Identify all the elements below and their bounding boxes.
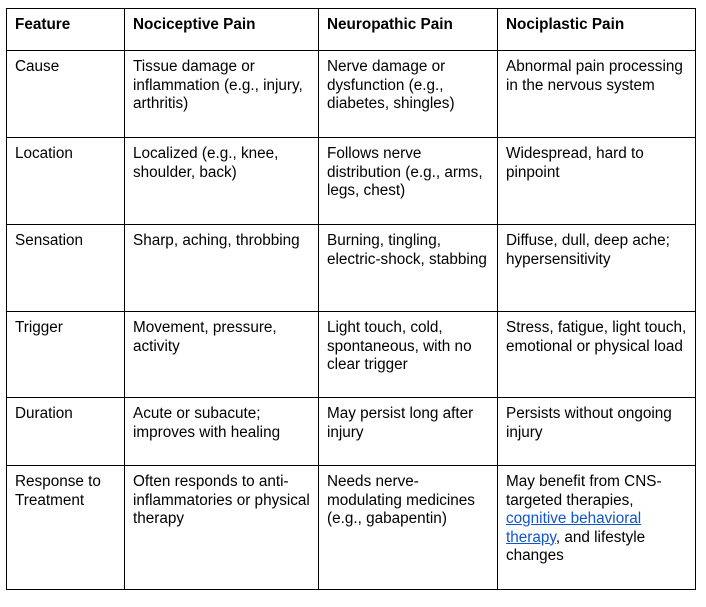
nociplastic-text-after: , and lifestyle changes	[506, 528, 646, 565]
feature-cell: Trigger	[7, 312, 125, 398]
feature-cell: Duration	[7, 398, 125, 466]
header-nociplastic: Nociplastic Pain	[498, 9, 696, 51]
neuropathic-cell: Nerve damage or dysfunction (e.g., diabetes, shingles)	[319, 51, 498, 138]
table-row	[7, 312, 696, 398]
nociceptive-cell: Localized (e.g., knee, shoulder, back)	[125, 138, 319, 225]
neuropathic-cell: Light touch, cold, spontaneous, with no clear trigger	[319, 312, 498, 398]
feature-cell: Cause	[7, 51, 125, 138]
table-row	[7, 225, 696, 312]
nociplastic-cell	[498, 466, 696, 590]
neuropathic-cell: Needs nerve-modulating medicines (e.g., gabapentin)	[319, 466, 498, 590]
neuropathic-cell: Follows nerve distribution (e.g., arms, legs, chest)	[319, 138, 498, 225]
table-row	[7, 466, 696, 590]
nociceptive-cell: Sharp, aching, throbbing	[125, 225, 319, 312]
header-row	[7, 9, 696, 51]
feature-cell: Response to Treatment	[7, 466, 125, 590]
nociplastic-cell: Stress, fatigue, light touch, emotional or physical load	[498, 312, 696, 398]
nociceptive-cell: Often responds to anti-inflammatories or physical therapy	[125, 466, 319, 590]
cbt-link[interactable]: cognitive behavioral therapy	[506, 510, 642, 546]
nociplastic-cell: Widespread, hard to pinpoint	[498, 138, 696, 225]
nociceptive-cell: Tissue damage or inflammation (e.g., injury, arthritis)	[125, 51, 319, 138]
header-nociceptive: Nociceptive Pain	[125, 9, 319, 51]
nociceptive-cell: Movement, pressure, activity	[125, 312, 319, 398]
nociceptive-cell: Acute or subacute; improves with healing	[125, 398, 319, 466]
feature-cell: Sensation	[7, 225, 125, 312]
table-row	[7, 138, 696, 225]
header-neuropathic: Neuropathic Pain	[319, 9, 498, 51]
nociplastic-cell: Abnormal pain processing in the nervous system	[498, 51, 696, 138]
nociplastic-text-before: May benefit from CNS-targeted therapies,	[506, 473, 662, 509]
header-feature: Feature	[7, 9, 125, 51]
table-row	[7, 51, 696, 138]
table-row	[7, 398, 696, 466]
nociplastic-cell: Persists without ongoing injury	[498, 398, 696, 466]
neuropathic-cell: Burning, tingling, electric-shock, stabbing	[319, 225, 498, 312]
neuropathic-cell: May persist long after injury	[319, 398, 498, 466]
nociplastic-cell: Diffuse, dull, deep ache; hypersensitivity	[498, 225, 696, 312]
pain-comparison-table	[6, 8, 696, 590]
feature-cell: Location	[7, 138, 125, 225]
